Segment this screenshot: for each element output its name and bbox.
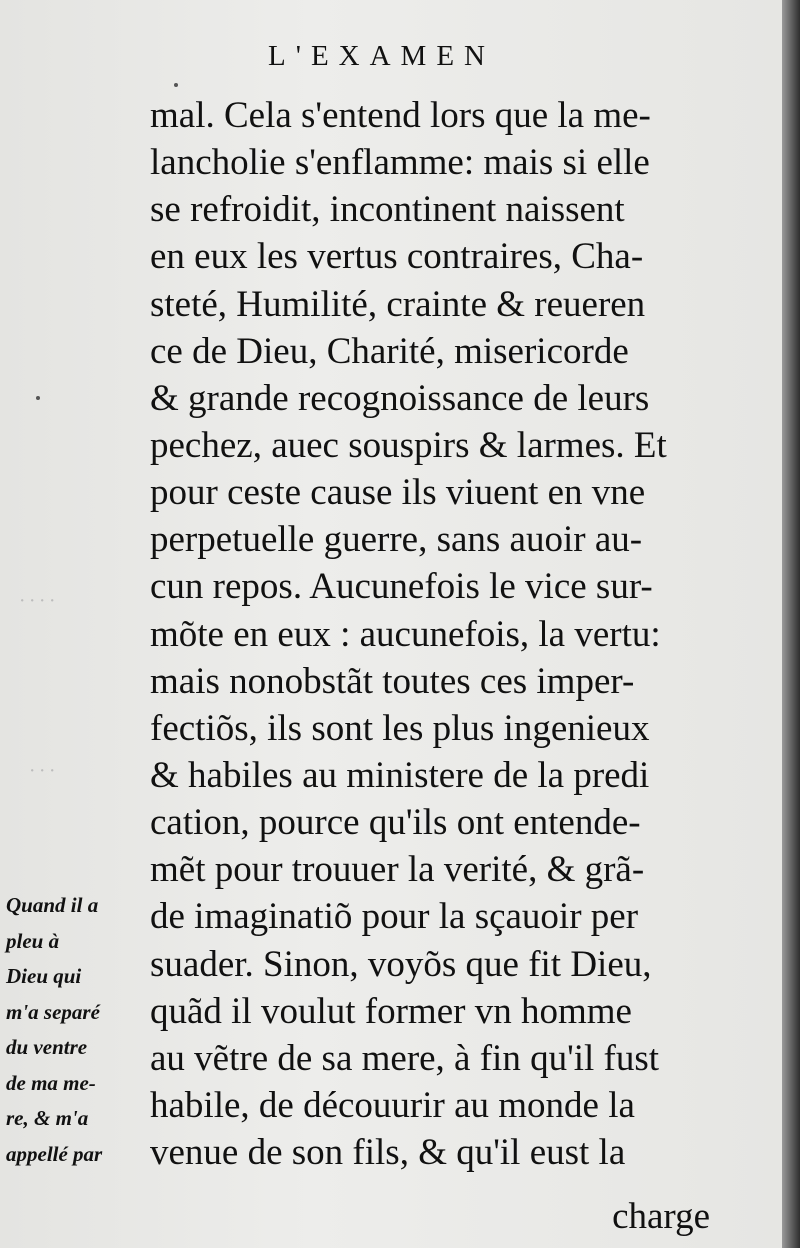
- text-line: fectiõs, ils sont les plus ingenieux: [150, 707, 650, 749]
- note-line: Quand il a: [6, 893, 99, 917]
- note-line: re, & m'a: [6, 1106, 89, 1130]
- text-line: mal. Cela s'entend lors que la me-: [150, 95, 651, 136]
- catchword: charge: [612, 1196, 710, 1237]
- text-line: pour ceste cause ils viuent en vne: [150, 472, 646, 514]
- text-line: de imaginatiõ pour la sçauoir per: [150, 896, 639, 938]
- text-line: & habiles au ministere de la predi: [150, 754, 650, 796]
- text-line: mõte en eux : aucunefois, la vertu:: [150, 613, 661, 655]
- marginal-note: [6, 888, 151, 1172]
- show-through: · · ·: [30, 760, 55, 782]
- show-through: · · · ·: [20, 590, 55, 612]
- text-line: suader. Sinon, voyõs que fit Dieu,: [150, 943, 652, 985]
- text-line: & grande recognoissance de leurs: [150, 377, 650, 419]
- text-line: perpetuelle guerre, sans auoir au-: [150, 519, 643, 561]
- text-line: cation, pource qu'ils ont entende-: [150, 802, 641, 844]
- body-text: [150, 92, 720, 1176]
- text-line: pechez, auec souspirs & larmes. Et: [150, 424, 667, 466]
- text-line: habile, de découurir au monde la: [150, 1084, 635, 1126]
- text-line: mais nonobstãt toutes ces imper-: [150, 660, 635, 702]
- text-line: steté, Humilité, crainte & reueren: [150, 283, 646, 325]
- running-head: L'EXAMEN: [268, 40, 495, 72]
- text-line: lancholie s'enflamme: mais si elle: [150, 142, 650, 184]
- note-line: de ma me-: [6, 1070, 96, 1095]
- text-line: cun repos. Aucunefois le vice sur-: [150, 566, 653, 608]
- note-line: appellé par: [6, 1141, 103, 1166]
- note-line: m'a separé: [6, 999, 100, 1024]
- text-line: mẽt pour trouuer la verité, & grã-: [150, 849, 645, 891]
- text-line: quãd il voulut former vn homme: [150, 990, 632, 1032]
- ink-speck: [174, 83, 178, 87]
- text-line: au vẽtre de sa mere, à fin qu'il fust: [150, 1037, 660, 1079]
- note-line: Dieu qui: [6, 964, 82, 988]
- text-line: se refroidit, incontinent naissent: [150, 189, 625, 231]
- text-line: venue de son fils, & qu'il eust la: [150, 1132, 626, 1174]
- note-line: pleu à: [6, 928, 60, 953]
- text-line: ce de Dieu, Charité, misericorde: [150, 330, 629, 372]
- note-line: du ventre: [6, 1035, 88, 1059]
- ink-speck: [36, 396, 40, 400]
- text-line: en eux les vertus contraires, Cha-: [150, 236, 644, 278]
- page-edge: [782, 0, 800, 1248]
